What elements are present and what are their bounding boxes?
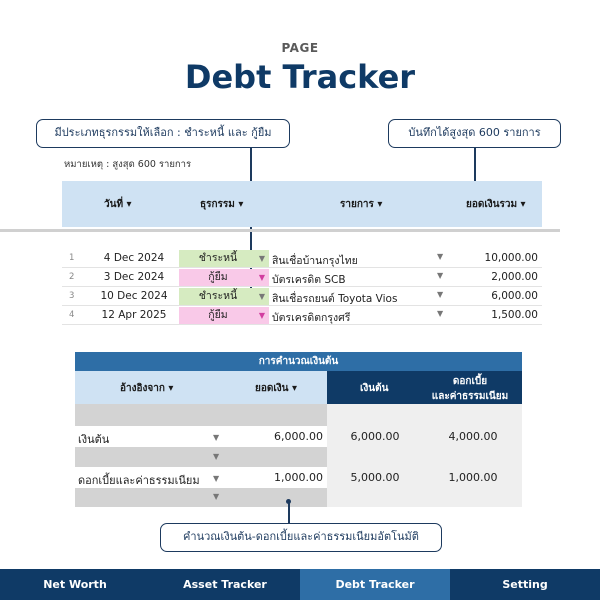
page-title: Debt Tracker [184, 58, 416, 96]
row-number: 4 [69, 310, 75, 320]
table-row[interactable] [62, 269, 542, 287]
calc-label-interest[interactable]: ดอกเบี้ยและค่าธรรมเนียม [78, 474, 200, 487]
transaction-type-value: กู้ยืม [208, 309, 228, 321]
row-date[interactable]: 3 Dec 2024 [103, 271, 165, 283]
dropdown-arrow-icon[interactable]: ▼ [213, 452, 220, 461]
row-date[interactable]: 10 Dec 2024 [100, 290, 168, 302]
calc-result-interest: 1,000.00 [448, 471, 498, 484]
row-item[interactable]: บัตรเครดิตกรุงศรี [272, 312, 351, 324]
transaction-type-value: ชำระหนี้ [198, 290, 238, 302]
transaction-type-dropdown[interactable] [179, 288, 269, 305]
row-date[interactable]: 12 Apr 2025 [101, 309, 167, 321]
calc-spacer-row [75, 404, 327, 426]
header-divider [0, 229, 560, 232]
column-header-interest-line2: และค่าธรรมเนียม [431, 391, 509, 402]
row-number: 1 [69, 253, 75, 263]
tab-debt-tracker[interactable]: Debt Tracker [300, 569, 450, 600]
dropdown-arrow-icon[interactable]: ▼ [213, 492, 220, 501]
tab-asset-tracker[interactable]: Asset Tracker [183, 578, 267, 591]
table-row[interactable] [62, 288, 542, 306]
page-label: PAGE [281, 41, 319, 55]
tab-net-worth[interactable]: Net Worth [43, 578, 107, 591]
row-date[interactable]: 4 Dec 2024 [103, 252, 165, 264]
column-header-principal: เงินต้น [360, 383, 389, 394]
dropdown-arrow-icon[interactable]: ▼ [258, 292, 265, 301]
column-header-reference[interactable]: อ้างอิงจาก ▾ [120, 383, 174, 394]
row-amount[interactable]: 1,500.00 [491, 309, 538, 321]
dropdown-arrow-icon[interactable]: ▼ [258, 273, 265, 282]
dropdown-arrow-icon[interactable]: ▼ [258, 254, 265, 263]
callout-transaction-types: มีประเภทธุรกรรมให้เลือก : ชำระหนี้ และ กู้ยืม [36, 119, 290, 148]
calc-result-principal: 6,000.00 [350, 430, 400, 443]
calc-label-principal[interactable]: เงินต้น [78, 433, 110, 446]
dropdown-arrow-icon[interactable]: ▼ [258, 311, 265, 320]
row-number: 3 [69, 291, 75, 301]
dropdown-arrow-icon[interactable]: ▼ [437, 290, 444, 299]
calc-results-area [327, 404, 522, 507]
callout-connector-dot [286, 499, 291, 504]
max-records-note: หมายเหตุ : สูงสุด 600 รายการ [64, 159, 192, 170]
dropdown-arrow-icon[interactable]: ▼ [437, 271, 444, 280]
row-number: 2 [69, 272, 75, 282]
calc-amount-interest[interactable]: 1,000.00 [274, 471, 323, 484]
calc-panel-title: การคำนวณเงินต้น [75, 352, 522, 371]
table-row[interactable] [62, 250, 542, 268]
table-row[interactable] [62, 307, 542, 325]
column-header-item[interactable]: รายการ ▾ [340, 199, 383, 210]
column-header-type[interactable]: ธุรกรรม ▾ [200, 199, 244, 210]
column-header-amount[interactable]: ยอดเงินรวม ▾ [466, 199, 526, 210]
calc-result-interest: 4,000.00 [448, 430, 498, 443]
row-amount[interactable]: 6,000.00 [491, 290, 538, 302]
tab-setting[interactable]: Setting [502, 578, 548, 591]
transaction-type-dropdown[interactable] [179, 250, 269, 267]
calc-dropdown-row[interactable] [75, 447, 327, 467]
dropdown-arrow-icon[interactable]: ▼ [213, 474, 220, 483]
transaction-type-value: กู้ยืม [208, 271, 228, 283]
row-item[interactable]: สินเชื่อรถยนต์ Toyota Vios [272, 293, 398, 305]
transaction-type-dropdown[interactable] [179, 269, 269, 286]
column-header-interest [420, 374, 520, 404]
row-item[interactable]: บัตรเครดิต SCB [272, 274, 346, 286]
row-amount[interactable]: 2,000.00 [491, 271, 538, 283]
calc-amount-principal[interactable]: 6,000.00 [274, 430, 323, 443]
bottom-nav [0, 569, 600, 600]
calc-result-principal: 5,000.00 [350, 471, 400, 484]
row-amount[interactable]: 10,000.00 [484, 252, 538, 264]
column-header-interest-line1: ดอกเบี้ย [452, 376, 488, 387]
callout-max-records: บันทึกได้สูงสุด 600 รายการ [388, 119, 561, 148]
row-item[interactable]: สินเชื่อบ้านกรุงไทย [272, 255, 358, 267]
transaction-type-dropdown[interactable] [179, 307, 269, 324]
callout-auto-calc: คำนวณเงินต้น-ดอกเบี้ยและค่าธรรมเนียมอัตโนมัติ [160, 523, 442, 552]
column-header-date[interactable]: วันที่ ▾ [104, 199, 132, 210]
transaction-type-value: ชำระหนี้ [198, 252, 238, 264]
dropdown-arrow-icon[interactable]: ▼ [437, 309, 444, 318]
callout-connector [474, 148, 476, 182]
dropdown-arrow-icon[interactable]: ▼ [213, 433, 220, 442]
dropdown-arrow-icon[interactable]: ▼ [437, 252, 444, 261]
column-header-calc-amount[interactable]: ยอดเงิน ▾ [255, 383, 297, 394]
